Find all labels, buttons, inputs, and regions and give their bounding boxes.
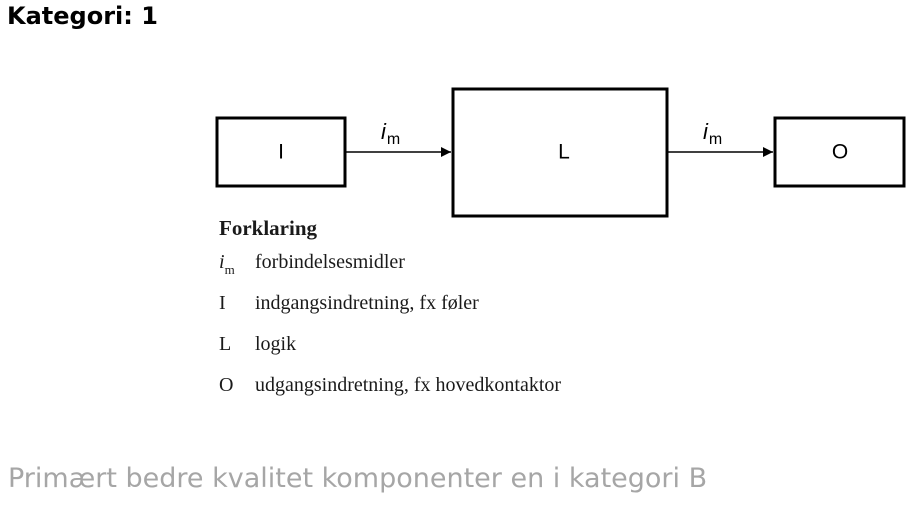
connection-logic-output (668, 119, 773, 152)
footer-note: Primært bedre kvalitet komponenter en i kategori B (8, 463, 708, 494)
legend-item (219, 374, 562, 415)
input-block (217, 118, 345, 186)
legend-item (219, 292, 479, 333)
input-block-label: I (278, 140, 284, 164)
legend-text: indgangsindretning, fx føler (255, 292, 479, 314)
legend-item (219, 333, 317, 374)
legend-item (219, 251, 405, 292)
legend-text: udgangsindretning, fx hovedkontaktor (255, 374, 562, 396)
legend-heading: Forklaring (219, 216, 317, 240)
output-block (775, 118, 904, 186)
legend-symbol: O (219, 374, 234, 396)
legend-symbol: L (219, 333, 232, 355)
output-block-label: O (831, 140, 849, 164)
legend-text: forbindelsesmidler (255, 251, 405, 273)
legend (219, 216, 562, 415)
legend-text: logik (255, 333, 297, 355)
legend-symbol: $i_m$ (219, 251, 235, 277)
legend-symbol: I (219, 292, 226, 314)
logic-block-label: L (558, 140, 570, 164)
page-title: Kategori: 1 (7, 2, 158, 30)
connection-label-1: $i_m$ (381, 119, 401, 148)
connection-label-2: $i_m$ (703, 119, 723, 148)
logic-block (453, 89, 667, 216)
connection-input-logic (346, 119, 451, 152)
